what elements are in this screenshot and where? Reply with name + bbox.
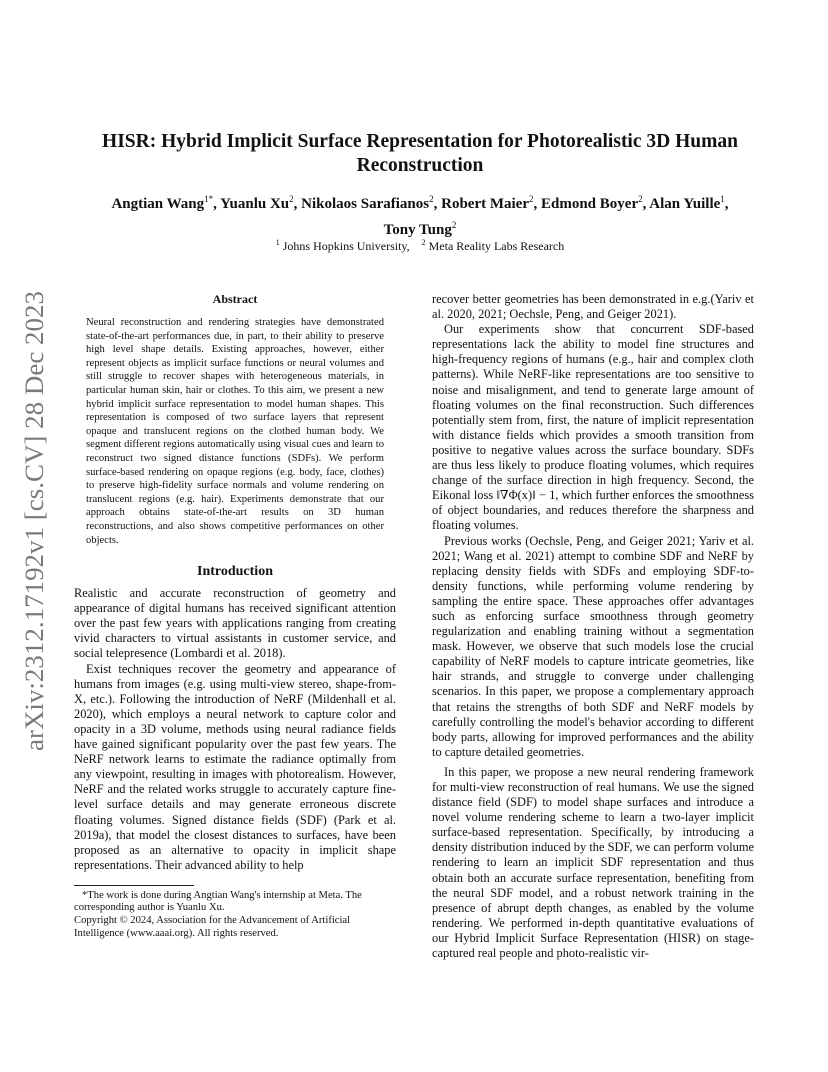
author-name: Yuanlu Xu bbox=[220, 196, 290, 212]
right-column bbox=[432, 292, 754, 961]
affil-mark: 2 bbox=[421, 238, 426, 247]
right-paragraph-1: Our experiments show that concurrent SDF-based representations lack the ability to model fine structures and high-frequency regions of humans (e.g., hair and complex cloth patterns). While NeRF-like representations are too sensitive to noise and misalignment, and tend to generate large amount of floating volumes on the final reconstruction. Such differences potentially stem from, first, the nature of implicit representation with distance fields which provides a smooth transition from positive to negative values across the surface boundary. SDFs are thus less likely to produce floating volumes, which requires change of the surface direction in high frequency. Second, the Eikonal loss ‖∇Φ(x)‖ − 1, which further enforces the smoothness of object boundaries, and reduces therefore the sharpness and floating volumes. bbox=[432, 322, 754, 533]
affil-mark: 1 bbox=[275, 238, 280, 247]
author-name: Robert Maier bbox=[441, 196, 529, 212]
right-paragraph-3: In this paper, we propose a new neural rendering framework for multi-view reconstruction of real humans. We use the signed distance field (SDF) to model shape surfaces and introduce a novel volume rendering scheme to learn a two-layer implicit surface-based representation. Specifically, by introducing a density distribution induced by the SDF, we can perform volume rendering to learn an implicit SDF representation and thus obtain both an accurate surface representation, benefiting from the neural SDF model, and a robust network training in the presence of abrupt depth changes, as enabled by the volume rendering. We performed in-depth quantitative evaluations of our Hybrid Implicit Surface Representation (HISR) on stage-captured real people and photo-realistic vir- bbox=[432, 764, 754, 961]
author-affil-mark: 1* bbox=[204, 194, 214, 204]
author-name: Edmond Boyer bbox=[541, 196, 639, 212]
title-line-2: Reconstruction bbox=[356, 155, 484, 176]
intro-paragraph-1: Realistic and accurate reconstruction of geometry and appearance of digital humans has received significant attention over the past few years with applications ranging from creating vivid characters to virtual assistants in customer service, and social telepresence (Lombardi et al. 2018). bbox=[74, 586, 396, 661]
author-name: Nikolaos Sarafianos bbox=[301, 196, 430, 212]
affiliations bbox=[70, 235, 770, 254]
author-affil-mark: 2 bbox=[529, 194, 534, 204]
author-affil-mark: 2 bbox=[638, 194, 643, 204]
right-paragraph-0: recover better geometries has been demonstrated in e.g.(Yariv et al. 2020, 2021; Oechsle, Peng, and Geiger 2021). bbox=[432, 292, 754, 322]
footnote-internship: *The work is done during Angtian Wang's internship at Meta. The corresponding author is Yuanlu Xu. bbox=[74, 889, 362, 914]
author-name: Angtian Wang bbox=[111, 196, 205, 212]
left-column bbox=[74, 292, 396, 940]
author-name: Tony Tung bbox=[383, 222, 452, 238]
affil-name: Meta Reality Labs Research bbox=[428, 239, 565, 253]
affil-name: Johns Hopkins University, bbox=[282, 239, 410, 253]
author-affil-mark: 2 bbox=[451, 220, 457, 230]
introduction-heading: Introduction bbox=[197, 564, 273, 580]
arxiv-stamp-text: arXiv:2312.17192v1 [cs.CV] 28 Dec 2023 bbox=[20, 307, 49, 751]
abstract-heading: Abstract bbox=[212, 292, 258, 306]
abstract-text: Neural reconstruction and rendering strategies have demonstrated state-of-the-art performances due, in part, to their ability to preserve high level shape details. Existing approaches, however, either represent objects as implicit surface functions or neural volumes and still struggle to recover shapes with heterogeneous materials, in particular human skin, hair or clothes. To this aim, we present a new hybrid implicit surface representation to model human shapes. This representation is composed of two surface layers that represent opaque and translucent regions on the clothed human body. We segment different regions automatically using visual cues and learn to reconstruct two signed distance functions (SDFs). We perform surface-based rendering on opaque regions (e.g. body, face, clothes) to preserve high-fidelity surface normals and volume rendering on translucent regions (e.g. hair). Experiments demonstrate that our approach obtains state-of-the-art results on 3D human reconstructions, and also shows competitive performances on other objects. bbox=[86, 317, 384, 546]
footnotes bbox=[74, 890, 396, 940]
author-affil-mark: 1 bbox=[720, 194, 725, 204]
arxiv-side-stamp bbox=[16, 285, 52, 755]
author-affil-mark: 2 bbox=[429, 194, 434, 204]
intro-paragraph-2: Exist techniques recover the geometry and appearance of humans from images (e.g. using multi-view stereo, shape-from-X, etc.). Following the introduction of NeRF (Mildenhall et al. 2020), which employs a neural network to capture color and opacity in a 3D volume, methods using neural radiance fields have gained significant popularity over the past few years. The NeRF network learns to estimate the radiance optimally from any viewpoint, resulting in images with photorealism. However, NeRF and the related works struggle to accurately capture fine-level surface details and may generate erroneous discrete floating volumes. Signed distance fields (SDF) (Park et al. 2019a), that model the closest distances to surfaces, have been proposed as an alternative to opacity in implicit shape representations. Their advanced ability to help bbox=[74, 661, 396, 872]
paper-title bbox=[70, 130, 770, 178]
author-name: Alan Yuille bbox=[649, 196, 721, 212]
right-paragraph-2: Previous works (Oechsle, Peng, and Geiger 2021; Yariv et al. 2021; Wang et al. 2021) attempt to combine SDF and NeRF by replacing density fields with SDFs and employing SDF-to-density functions, while performing volume rendering by sampling the entire space. These approaches offer advantages such as enforcing surface smoothness through geometry regularization and enabling training without a segmentation mask. However, we observe that such models lose the crucial capability of NeRF models to capture intricate geometries, like hair strands, and struggle to converge under challenging scenarios. In this paper, we propose a complementary approach that retains the strengths of both SDF and NeRF models by carefully controlling the model's behavior according to different body parts, allowing for improved performances and the ability to capture detailed geometries. bbox=[432, 533, 754, 759]
footnote-divider bbox=[74, 885, 194, 886]
footnote-copyright: Copyright © 2024, Association for the Advancement of Artificial Intelligence (www.aaai.org). All rights reserved. bbox=[74, 915, 351, 939]
author-affil-mark: 2 bbox=[289, 194, 294, 204]
author-list: Angtian Wang$^{1*}$, Yuanlu Xu$^2$, Nikolaos Sarafianos$^2$, Robert Maier$^2$, Edmond Boyer$^2$, Alan Yuille$^1$, Tony Tung$^2$ bbox=[111, 194, 729, 238]
title-line-1: HISR: Hybrid Implicit Surface Representation for Photorealistic 3D Human bbox=[102, 131, 738, 152]
